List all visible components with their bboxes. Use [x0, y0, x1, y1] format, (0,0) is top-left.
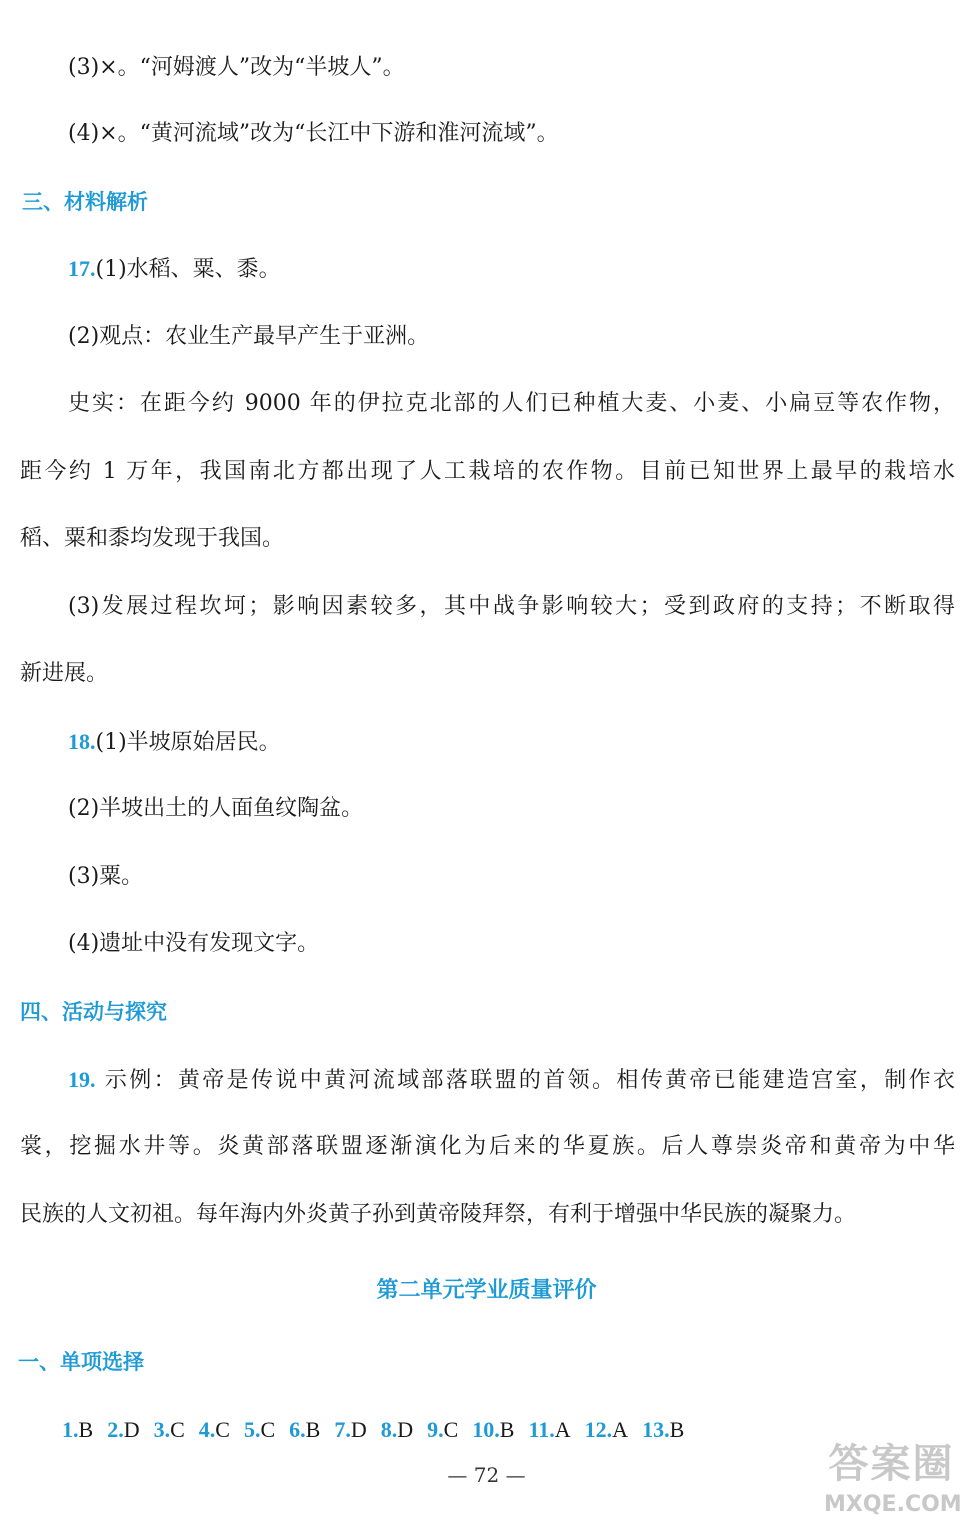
question-number: 17.	[68, 256, 96, 281]
answer-item	[62, 1415, 93, 1445]
answer-item	[528, 1415, 570, 1445]
answer-item	[642, 1415, 684, 1445]
q19-line3: 民族的人文初祖。每年海内外炎黄子孙到黄帝陵拜祭，有利于增强中华民族的凝聚力。	[20, 1202, 857, 1227]
answer-choice: C	[215, 1417, 230, 1442]
answer-number: 13.	[642, 1417, 670, 1442]
answer-choice: A	[554, 1417, 571, 1442]
q17-part3-line1: (3)发展过程坎坷；影响因素较多，其中战争影响较大；受到政府的支持；不断取得	[68, 594, 955, 619]
q17-part1	[68, 254, 281, 285]
answer-number: 6.	[289, 1417, 306, 1442]
answer-item	[289, 1415, 320, 1445]
watermark-logo	[824, 1438, 962, 1530]
answer-item	[472, 1415, 514, 1445]
answer-choice: C	[443, 1417, 459, 1442]
answer-line-3: (3)×。“河姆渡人”改为“半坡人”。	[68, 55, 405, 80]
q17-facts-line1: 史实：在距今约 9000 年的伊拉克北部的人们已种植大麦、小麦、小扁豆等农作物，	[68, 391, 955, 416]
q17-part3-line2: 新进展。	[20, 661, 109, 686]
answer-item	[381, 1415, 413, 1445]
answer-number: 8.	[380, 1417, 398, 1442]
answer-choice: B	[669, 1417, 685, 1442]
answer-item	[199, 1415, 230, 1445]
question-number: 19.	[68, 1067, 96, 1092]
watermark-url: MXQE.COM	[824, 1492, 962, 1517]
watermark-logo-text: 答案圈	[828, 1440, 955, 1487]
answer-line-4: (4)×。“黄河流域”改为“长江中下游和淮河流域”。	[68, 121, 559, 146]
section-heading-material: 三、材料解析	[22, 190, 148, 214]
q17-facts-line3: 稻、粟和黍均发现于我国。	[20, 526, 285, 551]
q19-line2: 裳，挖掘水井等。炎黄部落联盟逐渐演化为后来的华夏族。后人尊崇炎帝和黄帝为中华	[20, 1134, 955, 1159]
page-number: — 72 —	[447, 1463, 526, 1487]
q17-part1-text: (1)水稻、粟、黍。	[95, 257, 281, 282]
answer-item	[154, 1415, 185, 1445]
answer-number: 11.	[528, 1417, 555, 1442]
section-heading-single-choice: 一、单项选择	[18, 1350, 144, 1374]
answer-item	[244, 1415, 275, 1445]
answer-item	[334, 1415, 366, 1445]
answer-number: 1.	[62, 1417, 79, 1442]
answer-choice: B	[499, 1417, 515, 1442]
q18-part2: (2)半坡出土的人面鱼纹陶盆。	[68, 796, 364, 821]
section-heading-activity: 四、活动与探究	[20, 1000, 167, 1024]
q19-line1	[68, 1065, 955, 1096]
question-number: 18.	[68, 729, 96, 754]
answer-number: 3.	[153, 1417, 171, 1442]
answer-choice: D	[397, 1417, 414, 1442]
answer-item	[107, 1415, 139, 1445]
answer-number: 2.	[107, 1417, 124, 1442]
answer-number: 9.	[427, 1417, 444, 1442]
answer-item	[585, 1415, 628, 1445]
q18-part1	[68, 727, 281, 758]
q19-line1-text: 示例：黄帝是传说中黄河流域部落联盟的首领。相传黄帝已能建造宫室，制作衣	[104, 1068, 955, 1093]
answer-choice: C	[170, 1417, 185, 1442]
answer-number: 4.	[198, 1417, 216, 1442]
answer-number: 7.	[334, 1417, 351, 1442]
answer-choice: C	[260, 1417, 276, 1442]
answer-choice: B	[305, 1417, 321, 1442]
answer-choice: D	[123, 1417, 140, 1442]
q18-part3: (3)粟。	[68, 864, 144, 889]
answer-choice: D	[350, 1417, 367, 1442]
unit-title: 第二单元学业质量评价	[376, 1277, 597, 1303]
answer-choice: A	[612, 1417, 629, 1442]
answer-number: 5.	[243, 1417, 261, 1442]
answer-key-row	[62, 1415, 698, 1445]
q18-part1-text: (1)半坡原始居民。	[95, 730, 281, 755]
answer-number: 12.	[584, 1417, 613, 1442]
q17-facts-line2: 距今约 1 万年，我国南北方都出现了人工栽培的农作物。目前已知世界上最早的栽培水	[20, 459, 955, 484]
q18-part4: (4)遗址中没有发现文字。	[68, 931, 320, 956]
answer-number: 10.	[472, 1417, 500, 1442]
answer-choice: B	[78, 1417, 94, 1442]
q17-part2: (2)观点：农业生产最早产生于亚洲。	[68, 324, 430, 349]
answer-item	[427, 1415, 458, 1445]
